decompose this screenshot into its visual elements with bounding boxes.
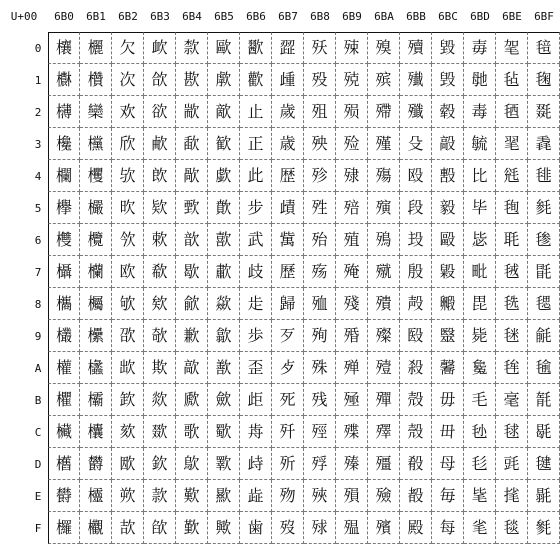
glyph-cell[interactable]: 毨 [496, 288, 528, 320]
glyph-cell[interactable]: 欶 [144, 224, 176, 256]
glyph-cell[interactable]: 欄 [48, 160, 80, 192]
row-header: 8 [34, 297, 42, 311]
glyph-cell[interactable]: 殇 [304, 256, 336, 288]
glyph-cell[interactable]: 欠 [112, 32, 144, 64]
glyph-cell[interactable]: 欓 [80, 128, 112, 160]
glyph-cell[interactable]: 歀 [176, 32, 208, 64]
column-header: 6B0 [54, 9, 74, 23]
glyph-cell[interactable]: 欿 [144, 512, 176, 544]
glyph-cell[interactable]: 毕 [464, 192, 496, 224]
glyph-cell[interactable]: 欼 [144, 416, 176, 448]
row-header: 1 [34, 73, 42, 87]
glyph-cell[interactable]: 歃 [176, 128, 208, 160]
glyph-cell[interactable]: 欭 [112, 448, 144, 480]
glyph-cell[interactable]: 欷 [144, 256, 176, 288]
glyph-cell[interactable]: 歿 [272, 512, 304, 544]
glyph-cell[interactable]: 欚 [80, 352, 112, 384]
glyph-cell[interactable]: 武 [240, 224, 272, 256]
glyph-cell[interactable]: 毷 [528, 256, 560, 288]
glyph-cell[interactable]: 毦 [496, 224, 528, 256]
glyph-cell[interactable]: 次 [112, 64, 144, 96]
glyph-cell[interactable]: 欤 [112, 160, 144, 192]
column-header: 6BA [374, 9, 394, 23]
glyph-cell[interactable]: 歑 [208, 64, 240, 96]
glyph-cell[interactable]: 歁 [176, 64, 208, 96]
glyph-cell[interactable]: 毃 [432, 128, 464, 160]
glyph-cell[interactable]: 欲 [144, 96, 176, 128]
glyph-cell[interactable]: 歩 [240, 320, 272, 352]
glyph-cell[interactable]: 歭 [240, 448, 272, 480]
glyph-cell[interactable]: 欢 [112, 96, 144, 128]
glyph-cell[interactable]: 殅 [304, 192, 336, 224]
glyph-cell[interactable]: 殼 [400, 416, 432, 448]
glyph-cell[interactable]: 殲 [400, 96, 432, 128]
glyph-cell[interactable]: 毭 [496, 448, 528, 480]
glyph-cell[interactable]: 欟 [80, 512, 112, 544]
glyph-cell[interactable]: 歏 [176, 512, 208, 544]
glyph-cell[interactable]: 毼 [528, 416, 560, 448]
glyph-cell[interactable]: 殕 [336, 192, 368, 224]
glyph-cell[interactable]: 欩 [112, 320, 144, 352]
glyph-cell[interactable]: 歚 [208, 352, 240, 384]
glyph-cell[interactable]: 欏 [48, 512, 80, 544]
glyph-cell[interactable]: 殫 [368, 384, 400, 416]
glyph-cell[interactable]: 歷 [272, 256, 304, 288]
glyph-cell[interactable]: 歟 [208, 512, 240, 544]
column-header: 6BD [470, 9, 490, 23]
glyph-cell[interactable]: 殯 [368, 512, 400, 544]
glyph-cell[interactable]: 毬 [496, 416, 528, 448]
glyph-cell[interactable]: 毳 [528, 128, 560, 160]
glyph-cell[interactable]: 殨 [368, 288, 400, 320]
glyph-cell[interactable]: 欋 [48, 384, 80, 416]
glyph-cell[interactable]: 欳 [144, 128, 176, 160]
glyph-cell[interactable]: 歎 [176, 480, 208, 512]
row-header: 4 [34, 169, 42, 183]
glyph-cell[interactable]: 欆 [48, 224, 80, 256]
glyph-cell[interactable]: 毤 [496, 160, 528, 192]
glyph-cell[interactable]: 欒 [80, 96, 112, 128]
glyph-cell[interactable]: 殎 [304, 480, 336, 512]
glyph-cell[interactable]: 歙 [208, 320, 240, 352]
glyph-cell[interactable]: 欨 [112, 288, 144, 320]
glyph-cell[interactable]: 毢 [496, 96, 528, 128]
glyph-cell[interactable]: 欃 [48, 128, 80, 160]
glyph-cell[interactable]: 欵 [144, 192, 176, 224]
glyph-cell[interactable]: 歜 [208, 416, 240, 448]
glyph-cell[interactable]: 殸 [400, 288, 432, 320]
glyph-cell[interactable]: 比 [464, 160, 496, 192]
glyph-cell[interactable]: 殭 [368, 448, 400, 480]
glyph-cell[interactable]: 殚 [336, 352, 368, 384]
glyph-cell[interactable]: 欱 [144, 64, 176, 96]
glyph-cell[interactable]: 毥 [496, 192, 528, 224]
glyph-cell[interactable]: 殳 [400, 128, 432, 160]
glyph-cell[interactable]: 欎 [48, 480, 80, 512]
glyph-cell[interactable]: 欻 [144, 384, 176, 416]
row-header: 9 [34, 329, 42, 343]
glyph-cell[interactable]: 毀 [432, 32, 464, 64]
glyph-cell[interactable]: 殰 [400, 32, 432, 64]
glyph-cell[interactable]: 殶 [400, 224, 432, 256]
glyph-cell[interactable]: 殩 [368, 320, 400, 352]
glyph-cell[interactable]: 殮 [368, 480, 400, 512]
glyph-cell[interactable]: 殴 [400, 160, 432, 192]
glyph-cell[interactable]: 欁 [48, 64, 80, 96]
glyph-cell[interactable]: 欍 [48, 448, 80, 480]
glyph-cell[interactable]: 歆 [176, 224, 208, 256]
glyph-cell[interactable]: 殡 [368, 64, 400, 96]
glyph-cell[interactable]: 毐 [464, 32, 496, 64]
glyph-cell[interactable]: 殤 [368, 160, 400, 192]
glyph-cell[interactable]: 欴 [144, 160, 176, 192]
glyph-cell[interactable]: 毊 [432, 352, 464, 384]
glyph-cell[interactable]: 殓 [336, 128, 368, 160]
glyph-cell[interactable]: 欀 [48, 32, 80, 64]
glyph-cell[interactable]: 歖 [208, 224, 240, 256]
glyph-cell[interactable]: 毽 [528, 448, 560, 480]
glyph-cell[interactable]: 欖 [80, 224, 112, 256]
row-header: 2 [34, 105, 42, 119]
glyph-cell[interactable]: 殠 [368, 32, 400, 64]
row-header: A [34, 361, 42, 375]
block-label: U+00 [10, 9, 38, 23]
glyph-cell[interactable]: 毺 [528, 352, 560, 384]
glyph-cell[interactable]: 欔 [80, 160, 112, 192]
glyph-cell[interactable]: 段 [400, 192, 432, 224]
glyph-cell[interactable]: 殷 [400, 256, 432, 288]
glyph-cell[interactable]: 歕 [208, 192, 240, 224]
glyph-cell[interactable]: 毄 [432, 160, 464, 192]
row-header: 6 [34, 233, 42, 247]
glyph-cell[interactable]: 毣 [496, 128, 528, 160]
glyph-cell[interactable]: 毟 [464, 512, 496, 544]
glyph-cell[interactable]: 歲 [272, 96, 304, 128]
glyph-cell[interactable]: 殹 [400, 320, 432, 352]
glyph-cell[interactable]: 歞 [208, 480, 240, 512]
row-header: E [34, 489, 42, 503]
glyph-cell[interactable]: 欮 [112, 480, 144, 512]
glyph-cell[interactable]: 殬 [368, 416, 400, 448]
glyph-cell[interactable]: 欛 [80, 384, 112, 416]
glyph-cell[interactable]: 欇 [48, 256, 80, 288]
glyph-cell[interactable]: 毞 [464, 480, 496, 512]
glyph-cell[interactable]: 毵 [528, 192, 560, 224]
glyph-cell[interactable]: 殣 [368, 128, 400, 160]
glyph-cell[interactable]: 欯 [112, 512, 144, 544]
glyph-cell[interactable]: 歨 [240, 288, 272, 320]
glyph-cell[interactable]: 殛 [336, 384, 368, 416]
glyph-cell[interactable]: 歰 [272, 32, 304, 64]
glyph-cell[interactable]: 欥 [112, 192, 144, 224]
glyph-cell[interactable]: 殔 [336, 160, 368, 192]
glyph-cell[interactable]: 殃 [304, 128, 336, 160]
glyph-cell[interactable]: 殉 [304, 320, 336, 352]
column-header: 6BF [534, 9, 554, 23]
glyph-cell[interactable]: 毑 [464, 64, 496, 96]
glyph-cell[interactable]: 歄 [176, 160, 208, 192]
glyph-cell[interactable]: 殽 [400, 448, 432, 480]
column-header: 6BC [438, 9, 458, 23]
glyph-cell[interactable]: 残 [304, 384, 336, 416]
glyph-cell[interactable]: 死 [272, 384, 304, 416]
glyph-cell[interactable]: 毴 [528, 160, 560, 192]
glyph-cell[interactable]: 欂 [48, 96, 80, 128]
glyph-cell[interactable]: 欕 [80, 192, 112, 224]
column-header: 6BB [406, 9, 426, 23]
glyph-cell[interactable]: 歍 [176, 448, 208, 480]
glyph-cell[interactable]: 殟 [336, 512, 368, 544]
glyph-cell[interactable]: 毡 [496, 64, 528, 96]
glyph-cell[interactable]: 欰 [144, 32, 176, 64]
glyph-cell[interactable]: 欅 [48, 192, 80, 224]
glyph-cell[interactable]: 毘 [464, 288, 496, 320]
glyph-cell[interactable]: 歠 [240, 32, 272, 64]
glyph-cell[interactable]: 毈 [432, 288, 464, 320]
row-header: 5 [34, 201, 42, 215]
glyph-cell[interactable]: 毙 [464, 320, 496, 352]
glyph-cell[interactable]: 殈 [304, 288, 336, 320]
glyph-cell[interactable]: 毂 [432, 96, 464, 128]
glyph-cell[interactable]: 欘 [80, 288, 112, 320]
glyph-cell[interactable]: 毱 [528, 64, 560, 96]
glyph-cell[interactable]: 歾 [272, 480, 304, 512]
glyph-cell[interactable]: 歗 [208, 256, 240, 288]
glyph-cell[interactable]: 殥 [368, 192, 400, 224]
glyph-cell[interactable]: 歫 [240, 384, 272, 416]
glyph-cell[interactable]: 歛 [208, 384, 240, 416]
glyph-cell[interactable]: 每 [432, 512, 464, 544]
glyph-cell[interactable]: 歡 [240, 64, 272, 96]
glyph-cell[interactable]: 殧 [368, 256, 400, 288]
glyph-cell[interactable]: 欽 [144, 448, 176, 480]
row-header: 3 [34, 137, 42, 151]
column-header: 6B4 [182, 9, 202, 23]
glyph-cell[interactable]: 欪 [112, 352, 144, 384]
glyph-cell[interactable]: 殝 [336, 448, 368, 480]
glyph-cell[interactable]: 正 [240, 128, 272, 160]
row-header: D [34, 457, 42, 471]
glyph-cell[interactable]: 止 [240, 96, 272, 128]
glyph-cell[interactable]: 殘 [336, 288, 368, 320]
glyph-cell[interactable]: 毯 [496, 512, 528, 544]
glyph-cell[interactable]: 殌 [304, 416, 336, 448]
glyph-cell[interactable]: 殻 [400, 384, 432, 416]
glyph-cell[interactable]: 毆 [432, 224, 464, 256]
column-header: 6B3 [150, 9, 170, 23]
glyph-cell[interactable]: 母 [432, 448, 464, 480]
glyph-cell[interactable]: 欬 [112, 416, 144, 448]
glyph-cell[interactable]: 毧 [496, 256, 528, 288]
glyph-cell[interactable]: 毌 [432, 416, 464, 448]
glyph-cell[interactable]: 毎 [432, 480, 464, 512]
glyph-cell[interactable]: 殄 [304, 160, 336, 192]
glyph-cell[interactable]: 欦 [112, 224, 144, 256]
glyph-cell[interactable]: 殏 [304, 512, 336, 544]
glyph-cell[interactable]: 毹 [528, 320, 560, 352]
glyph-cell[interactable]: 毒 [464, 96, 496, 128]
glyph-cell[interactable]: 欌 [48, 416, 80, 448]
glyph-cell[interactable]: 毜 [464, 416, 496, 448]
glyph-cell[interactable]: 殢 [368, 96, 400, 128]
glyph-cell[interactable]: 殱 [400, 64, 432, 96]
glyph-cell[interactable]: 殍 [304, 448, 336, 480]
glyph-cell[interactable]: 欉 [48, 320, 80, 352]
glyph-cell[interactable]: 欑 [80, 64, 112, 96]
row-header: F [34, 521, 42, 535]
glyph-cell[interactable]: 殞 [336, 480, 368, 512]
glyph-cell[interactable]: 毅 [432, 192, 464, 224]
glyph-cell[interactable]: 歐 [208, 32, 240, 64]
glyph-cell[interactable]: 欧 [112, 256, 144, 288]
glyph-cell[interactable]: 歌 [176, 416, 208, 448]
glyph-cell[interactable]: 殦 [368, 224, 400, 256]
glyph-cell[interactable]: 殺 [400, 352, 432, 384]
glyph-cell[interactable]: 歒 [208, 96, 240, 128]
glyph-cell[interactable]: 歸 [272, 288, 304, 320]
glyph-cell[interactable]: 欺 [144, 352, 176, 384]
column-header: 6B5 [214, 9, 234, 23]
glyph-cell[interactable]: 欗 [80, 256, 112, 288]
glyph-cell[interactable]: 歼 [272, 416, 304, 448]
glyph-cell[interactable]: 歧 [240, 256, 272, 288]
glyph-cell[interactable]: 欐 [80, 32, 112, 64]
glyph-cell[interactable]: 毻 [528, 384, 560, 416]
glyph-cell[interactable]: 殾 [400, 480, 432, 512]
glyph-cell[interactable]: 殆 [304, 224, 336, 256]
glyph-cell[interactable]: 殗 [336, 256, 368, 288]
glyph-cell[interactable]: 殀 [304, 32, 336, 64]
glyph-cell[interactable]: 殂 [304, 96, 336, 128]
glyph-cell[interactable]: 歳 [272, 128, 304, 160]
glyph-cell[interactable]: 歶 [272, 224, 304, 256]
column-header: 6B7 [278, 9, 298, 23]
column-header: 6B2 [118, 9, 138, 23]
row-header: 0 [34, 41, 42, 55]
glyph-cell[interactable]: 毁 [432, 64, 464, 96]
column-header: 6B8 [310, 9, 330, 23]
glyph-cell[interactable]: 歯 [240, 512, 272, 544]
glyph-cell[interactable]: 毇 [432, 256, 464, 288]
glyph-cell[interactable]: 殊 [304, 352, 336, 384]
glyph-cell[interactable]: 殜 [336, 416, 368, 448]
glyph-cell[interactable]: 殿 [400, 512, 432, 544]
column-header: 6BE [502, 9, 522, 23]
glyph-cell[interactable]: 毛 [464, 384, 496, 416]
glyph-cell[interactable]: 殐 [336, 32, 368, 64]
glyph-cell[interactable]: 欙 [80, 320, 112, 352]
glyph-cell[interactable]: 毖 [464, 224, 496, 256]
glyph-cell[interactable]: 歹 [272, 320, 304, 352]
glyph-cell[interactable]: 欝 [80, 448, 112, 480]
glyph-cell[interactable]: 歓 [208, 128, 240, 160]
glyph-cell[interactable]: 毿 [528, 512, 560, 544]
glyph-cell[interactable]: 毚 [464, 352, 496, 384]
glyph-cell[interactable]: 毰 [528, 32, 560, 64]
glyph-cell[interactable]: 殖 [336, 224, 368, 256]
glyph-cell[interactable]: 歔 [208, 160, 240, 192]
glyph-cell[interactable]: 毶 [528, 224, 560, 256]
glyph-cell[interactable]: 步 [240, 192, 272, 224]
glyph-cell[interactable]: 毲 [528, 96, 560, 128]
glyph-cell[interactable]: 歈 [176, 288, 208, 320]
glyph-cell[interactable]: 毸 [528, 288, 560, 320]
glyph-cell[interactable]: 殁 [304, 64, 336, 96]
glyph-cell[interactable]: 歋 [176, 384, 208, 416]
glyph-cell[interactable]: 殑 [336, 64, 368, 96]
glyph-cell[interactable]: 欸 [144, 288, 176, 320]
glyph-cell[interactable]: 殙 [336, 320, 368, 352]
glyph-cell[interactable]: 歝 [208, 448, 240, 480]
glyph-cell[interactable]: 歘 [208, 288, 240, 320]
glyph-cell[interactable]: 歉 [176, 320, 208, 352]
glyph-cell[interactable]: 毓 [464, 128, 496, 160]
glyph-cell[interactable]: 殪 [368, 352, 400, 384]
glyph-cell[interactable]: 歵 [272, 192, 304, 224]
glyph-cell[interactable]: 毠 [496, 32, 528, 64]
glyph-cell[interactable]: 歇 [176, 256, 208, 288]
row-header: C [34, 425, 42, 439]
glyph-cell[interactable]: 毮 [496, 480, 528, 512]
glyph-cell[interactable]: 歪 [240, 352, 272, 384]
glyph-cell[interactable]: 歊 [176, 352, 208, 384]
glyph-cell[interactable]: 歂 [176, 96, 208, 128]
glyph-cell[interactable]: 毉 [432, 320, 464, 352]
glyph-cell[interactable]: 歅 [176, 192, 208, 224]
glyph-cell[interactable]: 欣 [112, 128, 144, 160]
glyph-cell[interactable]: 欫 [112, 384, 144, 416]
glyph-cell[interactable]: 歽 [272, 448, 304, 480]
glyph-cell[interactable]: 毾 [528, 480, 560, 512]
glyph-cell[interactable]: 權 [48, 352, 80, 384]
row-header: 7 [34, 265, 42, 279]
glyph-cell[interactable]: 此 [240, 160, 272, 192]
glyph-cell[interactable]: 歮 [240, 480, 272, 512]
glyph-cell[interactable]: 欈 [48, 288, 80, 320]
glyph-cell[interactable]: 毫 [496, 384, 528, 416]
glyph-cell[interactable]: 款 [144, 480, 176, 512]
column-header: 6B9 [342, 9, 362, 23]
glyph-cell[interactable]: 毪 [496, 352, 528, 384]
glyph-cell[interactable]: 歬 [240, 416, 272, 448]
glyph-cell[interactable]: 歴 [272, 160, 304, 192]
column-header: 6B1 [86, 9, 106, 23]
glyph-cell[interactable]: 毗 [464, 256, 496, 288]
glyph-cell[interactable]: 毩 [496, 320, 528, 352]
glyph-cell[interactable]: 歱 [272, 64, 304, 96]
glyph-cell[interactable]: 歺 [272, 352, 304, 384]
glyph-cell[interactable]: 欹 [144, 320, 176, 352]
glyph-cell[interactable]: 毋 [432, 384, 464, 416]
glyph-cell[interactable]: 殒 [336, 96, 368, 128]
glyph-cell[interactable]: 欞 [80, 480, 112, 512]
glyph-cell[interactable]: 毝 [464, 448, 496, 480]
row-header: B [34, 393, 42, 407]
glyph-cell[interactable]: 欜 [80, 416, 112, 448]
column-header: 6B6 [246, 9, 266, 23]
